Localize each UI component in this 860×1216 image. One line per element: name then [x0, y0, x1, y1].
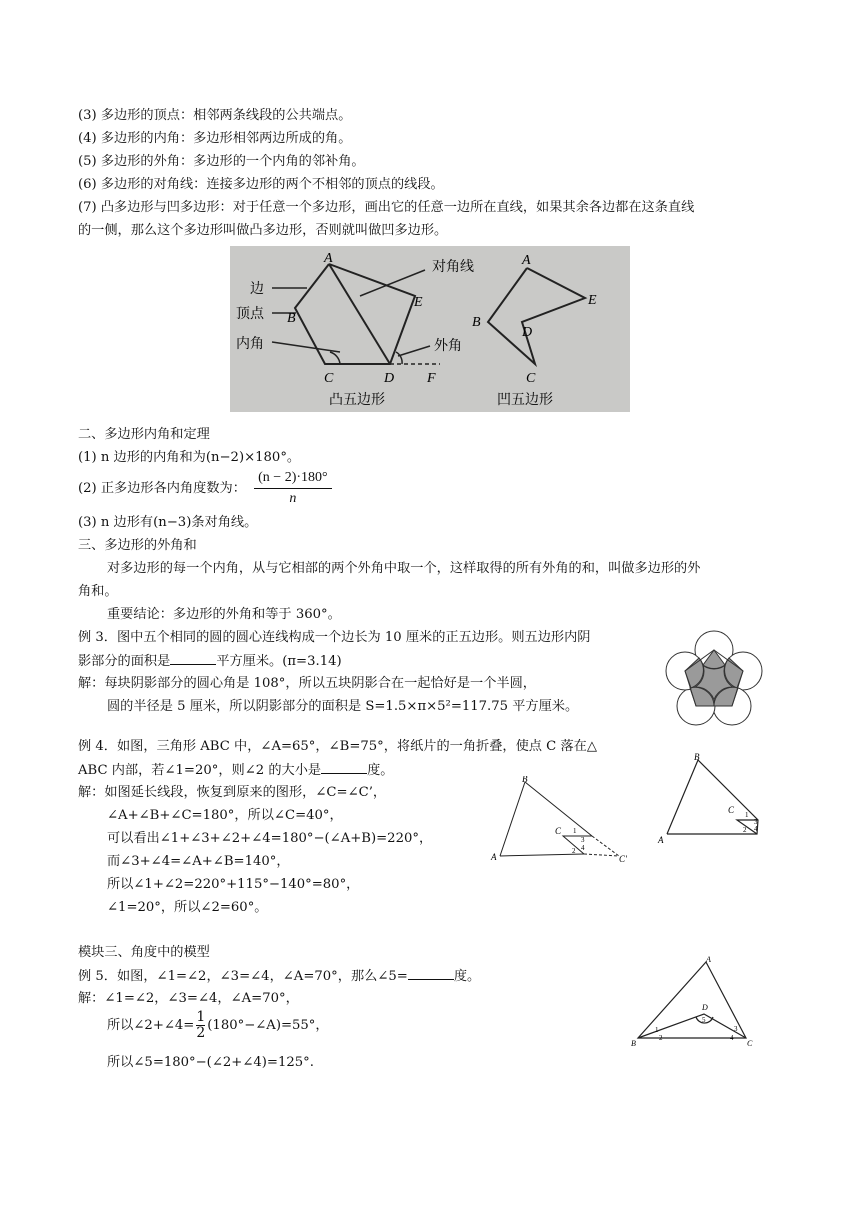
ex4-q-fig-n4: 4	[754, 825, 758, 833]
ex5-solution-2-tail: (180°−∠A)=55°，	[207, 1018, 329, 1033]
ex4-q-fig-C: C	[728, 805, 735, 815]
ex4-question-tail: 度。	[367, 763, 394, 778]
definition-3: (3) 多边形的顶点：相邻两条线段的公共端点。	[78, 108, 352, 123]
ex5-solution-3: 所以∠5=180°−(∠2+∠4)=125°.	[107, 1055, 314, 1070]
ex5-question-tail: 度。	[453, 969, 481, 984]
point-D2: D	[522, 325, 533, 340]
ex4-solution-drawing	[488, 776, 638, 868]
definition-6: (6) 多边形的对角线：连接多边形的两个不相邻的顶点的线段。	[78, 177, 444, 192]
ex5-fig-n5: 5	[702, 1016, 706, 1024]
ex5-fig-n4: 4	[730, 1034, 734, 1042]
ex5-drawing	[626, 952, 766, 1048]
five-circles-figure	[654, 630, 774, 730]
definition-7-cont: 的一侧，那么这个多边形叫做凸多边形，否则就叫做凹多边形。	[78, 223, 448, 238]
ex5-answer-blank	[408, 967, 454, 980]
convex-caption: 凸五边形	[329, 393, 385, 408]
ex3-question-tail: 平方厘米。(π=3.14)	[216, 654, 342, 669]
section2-item2	[78, 468, 332, 509]
diagonal-label: 对角线	[432, 260, 474, 275]
ex4-fig-n2: 2	[572, 847, 576, 855]
ex5-fig-B: B	[631, 1039, 636, 1048]
ex4-answer-blank	[321, 761, 367, 774]
point-A: A	[324, 251, 333, 266]
edge-label: 边	[250, 282, 264, 297]
ex4-q-fig-n2: 2	[743, 826, 747, 834]
ex4-q-fig-n1: 1	[745, 811, 749, 819]
ex4-fig-n3: 3	[581, 836, 585, 844]
ex3-question-text: 影部分的面积是	[78, 654, 171, 669]
ex5-fig-n1: 1	[655, 1026, 659, 1034]
ex4-q-fig-A: A	[658, 835, 664, 845]
concave-pentagon	[488, 268, 585, 364]
definition-7: (7) 凸多边形与凹多边形：对于任意一个多边形，画出它的任意一边所在直线，如果其余各边都在这条直线	[78, 200, 695, 215]
ex4-solution-4: 而∠3+∠4=∠A+∠B=140°，	[107, 854, 290, 869]
section2-heading: 二、多边形内角和定理	[78, 427, 210, 442]
interior-angle-label: 内角	[236, 337, 264, 352]
section3-heading: 三、多边形的外角和	[78, 538, 197, 553]
ex4-question-cont	[78, 761, 394, 779]
point-C: C	[324, 371, 334, 386]
ex4-q-fig-B: B	[694, 752, 700, 762]
half-numerator: 1	[196, 1009, 206, 1025]
ex4-fig-n4: 4	[581, 844, 585, 852]
point-D: D	[384, 371, 395, 386]
ex4-fig-n1: 1	[573, 827, 577, 835]
ex4-solution-figure	[488, 776, 638, 868]
point-E: E	[414, 295, 423, 310]
section3-conclusion: 重要结论：多边形的外角和等于 360°。	[107, 607, 341, 622]
ex4-fig-B: B	[522, 776, 528, 784]
point-F: F	[427, 371, 436, 386]
ex5-question	[78, 967, 480, 985]
ex4-question-figure	[654, 750, 774, 846]
ex4-solution-6: ∠1=20°，所以∠2=60°。	[107, 900, 268, 915]
ex4-fig-C: C	[555, 826, 562, 836]
polygon-photo	[230, 246, 630, 412]
five-circles-drawing	[654, 630, 774, 730]
ex4-q-fig-n3: 3	[754, 818, 758, 826]
ex5-fig-A: A	[706, 955, 711, 964]
definition-4: (4) 多边形的内角：多边形相邻两边所成的角。	[78, 131, 352, 146]
ex4-question-text: ABC 内部，若∠1=20°，则∠2 的大小是	[78, 763, 322, 778]
half-denominator: 2	[196, 1025, 206, 1041]
exterior-angle-label: 外角	[434, 339, 462, 354]
point-E2: E	[588, 293, 597, 308]
section3-para: 对多边形的每一个内角，从与它相部的两个外角中取一个，这样取得的所有外角的和，叫做多边形的外	[107, 561, 701, 576]
point-B2: B	[472, 315, 481, 330]
ex4-solution-3: 可以看出∠1+∠3+∠2+∠4=180°−(∠A+B)=220°，	[107, 831, 433, 846]
fraction-numerator: (n − 2)·180°	[254, 468, 331, 489]
concave-caption: 凹五边形	[497, 393, 553, 408]
ex3-solution-cont: 圆的半径是 5 厘米，所以阴影部分的面积是 S=1.5×π×5²=117.75 平方厘米。	[107, 699, 579, 714]
ex5-solution-2-text: 所以∠2+∠4=	[107, 1018, 195, 1033]
ex4-solution-1: 解：如图延长线段，恢复到原来的图形，∠C=∠C’，	[78, 785, 387, 800]
ex4-fig-A: A	[491, 852, 497, 862]
ex3-answer-blank	[170, 652, 216, 665]
point-A2: A	[522, 253, 531, 268]
definition-5: (5) 多边形的外角：多边形的一个内角的邻补角。	[78, 154, 365, 169]
ex4-solution-5: 所以∠1+∠2=220°+115°−140°=80°，	[107, 877, 360, 892]
convex-pentagon	[295, 264, 415, 364]
polygon-photo-drawing	[230, 246, 630, 412]
ex5-fig-n3: 3	[734, 1025, 738, 1033]
ex4-question: 例 4．如图，三角形 ABC 中，∠A=65°，∠B=75°，将纸片的一角折叠，使点 C 落在△	[78, 739, 597, 754]
ex4-question-drawing	[654, 750, 774, 846]
section2-item1: (1) n 边形的内角和为(n−2)×180°。	[78, 450, 301, 465]
ex4-solution-2: ∠A+∠B+∠C=180°，所以∠C=40°，	[107, 808, 343, 823]
ex5-solution-1: 解：∠1=∠2，∠3=∠4，∠A=70°，	[78, 991, 299, 1006]
fraction-denominator: n	[289, 491, 297, 506]
point-C2: C	[526, 371, 536, 386]
convex-diagonal	[329, 264, 390, 364]
module3-heading: 模块三、角度中的模型	[78, 945, 210, 960]
regular-angle-fraction	[254, 468, 331, 509]
ex5-fig-D: D	[702, 1003, 708, 1012]
ex5-fig-n2: 2	[659, 1034, 663, 1042]
ex3-question: 例 3．图中五个相同的圆的圆心连线构成一个边长为 10 厘米的正五边形。则五边形内阴	[78, 630, 591, 645]
ex3-question-cont	[78, 652, 342, 670]
ex3-solution: 解：每块阴影部分的圆心角是 108°，所以五块阴影合在一起恰好是一个半圆，	[78, 676, 536, 691]
ex4-fig-Cp: C'	[619, 854, 627, 864]
section2-item2-prefix: (2) 正多边形各内角度数为：	[78, 481, 246, 496]
section2-item3: (3) n 边形有(n−3)条对角线。	[78, 515, 258, 530]
half-fraction	[196, 1010, 205, 1041]
ex5-figure	[626, 952, 766, 1048]
ex5-solution-2	[107, 1010, 329, 1041]
vertex-label: 顶点	[236, 307, 264, 322]
ex5-fig-C: C	[747, 1039, 753, 1048]
section3-para-cont: 角和。	[78, 584, 118, 599]
ex5-question-text: 例 5．如图，∠1=∠2，∠3=∠4，∠A=70°，那么∠5=	[78, 969, 408, 984]
point-B: B	[287, 311, 296, 326]
